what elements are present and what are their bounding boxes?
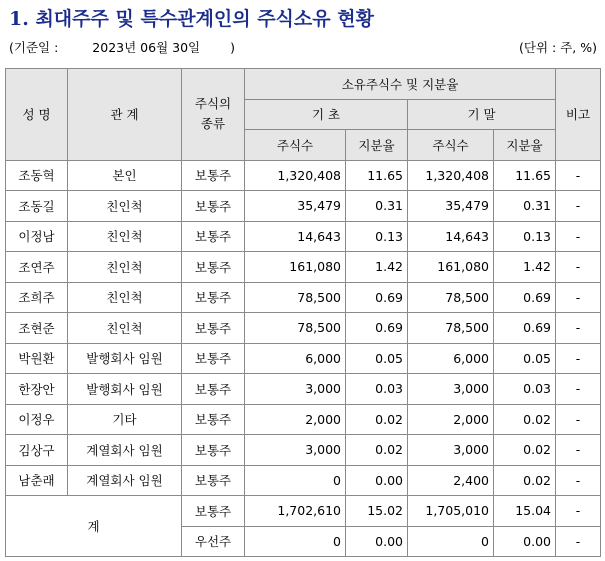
- cell-end-shares: 78,500: [408, 282, 494, 313]
- cell-relation: 친인척: [68, 191, 182, 222]
- total-note: -: [556, 496, 601, 527]
- total-label: 계: [6, 496, 182, 557]
- cell-begin-shares: 78,500: [245, 282, 346, 313]
- header-begin: 기 초: [245, 99, 408, 130]
- base-date: [9, 38, 235, 56]
- cell-end-ratio: 0.13: [494, 221, 556, 252]
- total-begin-shares: 1,702,610: [245, 496, 346, 527]
- total-row: [6, 496, 601, 527]
- table-row: [6, 343, 601, 374]
- cell-end-ratio: 0.02: [494, 404, 556, 435]
- total-end-ratio: 0.00: [494, 526, 556, 557]
- cell-note: -: [556, 191, 601, 222]
- cell-note: -: [556, 465, 601, 496]
- cell-end-shares: 2,000: [408, 404, 494, 435]
- table-row: [6, 221, 601, 252]
- cell-stock-type: 보통주: [182, 282, 245, 313]
- total-begin-ratio: 15.02: [346, 496, 408, 527]
- header-relation: 관 계: [68, 69, 182, 161]
- cell-begin-ratio: 0.69: [346, 282, 408, 313]
- table-row: [6, 191, 601, 222]
- cell-stock-type: 보통주: [182, 374, 245, 405]
- cell-begin-shares: 2,000: [245, 404, 346, 435]
- cell-begin-shares: 6,000: [245, 343, 346, 374]
- table-row: [6, 465, 601, 496]
- cell-begin-shares: 78,500: [245, 313, 346, 344]
- cell-begin-ratio: 1.42: [346, 252, 408, 283]
- total-end-shares: 0: [408, 526, 494, 557]
- cell-relation: 본인: [68, 160, 182, 191]
- cell-name: 남춘래: [6, 465, 68, 496]
- shareholding-table: [5, 68, 601, 557]
- header-end-ratio: 지분율: [494, 130, 556, 161]
- header-ownership: 소유주식수 및 지분율: [245, 69, 556, 100]
- header-stock-type: 주식의 종류: [182, 69, 245, 161]
- header-note: 비고: [556, 69, 601, 161]
- cell-stock-type: 보통주: [182, 221, 245, 252]
- cell-end-shares: 3,000: [408, 374, 494, 405]
- cell-stock-type: 보통주: [182, 404, 245, 435]
- base-date-close: ): [230, 40, 235, 55]
- cell-begin-shares: 1,320,408: [245, 160, 346, 191]
- cell-note: -: [556, 221, 601, 252]
- header-end-shares: 주식수: [408, 130, 494, 161]
- total-end-shares: 1,705,010: [408, 496, 494, 527]
- cell-name: 김상구: [6, 435, 68, 466]
- total-end-ratio: 15.04: [494, 496, 556, 527]
- table-row: [6, 374, 601, 405]
- cell-note: -: [556, 343, 601, 374]
- cell-begin-shares: 3,000: [245, 374, 346, 405]
- cell-stock-type: 보통주: [182, 313, 245, 344]
- cell-name: 조희주: [6, 282, 68, 313]
- cell-note: -: [556, 404, 601, 435]
- cell-relation: 발행회사 임원: [68, 343, 182, 374]
- cell-name: 한장안: [6, 374, 68, 405]
- cell-end-shares: 1,320,408: [408, 160, 494, 191]
- cell-note: -: [556, 282, 601, 313]
- unit-label: (단위 : 주, %): [519, 40, 597, 55]
- cell-end-shares: 161,080: [408, 252, 494, 283]
- cell-end-ratio: 1.42: [494, 252, 556, 283]
- header-begin-shares: 주식수: [245, 130, 346, 161]
- cell-begin-ratio: 0.31: [346, 191, 408, 222]
- cell-end-shares: 6,000: [408, 343, 494, 374]
- cell-name: 박원환: [6, 343, 68, 374]
- cell-end-ratio: 0.02: [494, 465, 556, 496]
- page-title: 1. 최대주주 및 특수관계인의 주식소유 현황: [9, 8, 374, 30]
- cell-name: 조동혁: [6, 160, 68, 191]
- cell-note: -: [556, 252, 601, 283]
- cell-relation: 발행회사 임원: [68, 374, 182, 405]
- cell-end-shares: 14,643: [408, 221, 494, 252]
- cell-stock-type: 보통주: [182, 160, 245, 191]
- cell-relation: 계열회사 임원: [68, 435, 182, 466]
- cell-relation: 친인척: [68, 221, 182, 252]
- cell-name: 조연주: [6, 252, 68, 283]
- table-row: [6, 313, 601, 344]
- header-end: 기 말: [408, 99, 556, 130]
- cell-end-ratio: 0.02: [494, 435, 556, 466]
- table-row: [6, 404, 601, 435]
- base-date-label: (기준일 :: [9, 40, 59, 55]
- cell-note: -: [556, 313, 601, 344]
- cell-end-shares: 78,500: [408, 313, 494, 344]
- cell-stock-type: 보통주: [182, 252, 245, 283]
- cell-begin-shares: 161,080: [245, 252, 346, 283]
- cell-note: -: [556, 160, 601, 191]
- cell-name: 조동길: [6, 191, 68, 222]
- cell-relation: 계열회사 임원: [68, 465, 182, 496]
- cell-begin-ratio: 0.69: [346, 313, 408, 344]
- cell-end-shares: 2,400: [408, 465, 494, 496]
- cell-end-ratio: 0.03: [494, 374, 556, 405]
- cell-name: 이정남: [6, 221, 68, 252]
- cell-stock-type: 보통주: [182, 435, 245, 466]
- cell-begin-shares: 14,643: [245, 221, 346, 252]
- table-row: [6, 252, 601, 283]
- cell-begin-ratio: 11.65: [346, 160, 408, 191]
- cell-begin-ratio: 0.02: [346, 435, 408, 466]
- total-begin-shares: 0: [245, 526, 346, 557]
- cell-relation: 친인척: [68, 282, 182, 313]
- table-row: [6, 160, 601, 191]
- cell-end-shares: 3,000: [408, 435, 494, 466]
- cell-begin-ratio: 0.13: [346, 221, 408, 252]
- cell-stock-type: 보통주: [182, 343, 245, 374]
- header-begin-ratio: 지분율: [346, 130, 408, 161]
- cell-end-ratio: 0.05: [494, 343, 556, 374]
- total-begin-ratio: 0.00: [346, 526, 408, 557]
- cell-end-ratio: 11.65: [494, 160, 556, 191]
- table-row: [6, 435, 601, 466]
- cell-begin-shares: 0: [245, 465, 346, 496]
- header-name: 성 명: [6, 69, 68, 161]
- cell-stock-type: 보통주: [182, 465, 245, 496]
- total-note: -: [556, 526, 601, 557]
- cell-begin-ratio: 0.05: [346, 343, 408, 374]
- cell-begin-shares: 3,000: [245, 435, 346, 466]
- total-stock-type: 보통주: [182, 496, 245, 527]
- cell-relation: 친인척: [68, 252, 182, 283]
- total-stock-type: 우선주: [182, 526, 245, 557]
- cell-end-ratio: 0.31: [494, 191, 556, 222]
- cell-relation: 친인척: [68, 313, 182, 344]
- cell-begin-ratio: 0.03: [346, 374, 408, 405]
- cell-note: -: [556, 435, 601, 466]
- cell-end-ratio: 0.69: [494, 282, 556, 313]
- cell-stock-type: 보통주: [182, 191, 245, 222]
- cell-name: 이정우: [6, 404, 68, 435]
- cell-begin-ratio: 0.00: [346, 465, 408, 496]
- base-date-value: 2023년 06월 30일: [92, 40, 201, 55]
- cell-relation: 기타: [68, 404, 182, 435]
- cell-end-ratio: 0.69: [494, 313, 556, 344]
- cell-name: 조현준: [6, 313, 68, 344]
- cell-end-shares: 35,479: [408, 191, 494, 222]
- cell-begin-ratio: 0.02: [346, 404, 408, 435]
- table-row: [6, 282, 601, 313]
- cell-note: -: [556, 374, 601, 405]
- cell-begin-shares: 35,479: [245, 191, 346, 222]
